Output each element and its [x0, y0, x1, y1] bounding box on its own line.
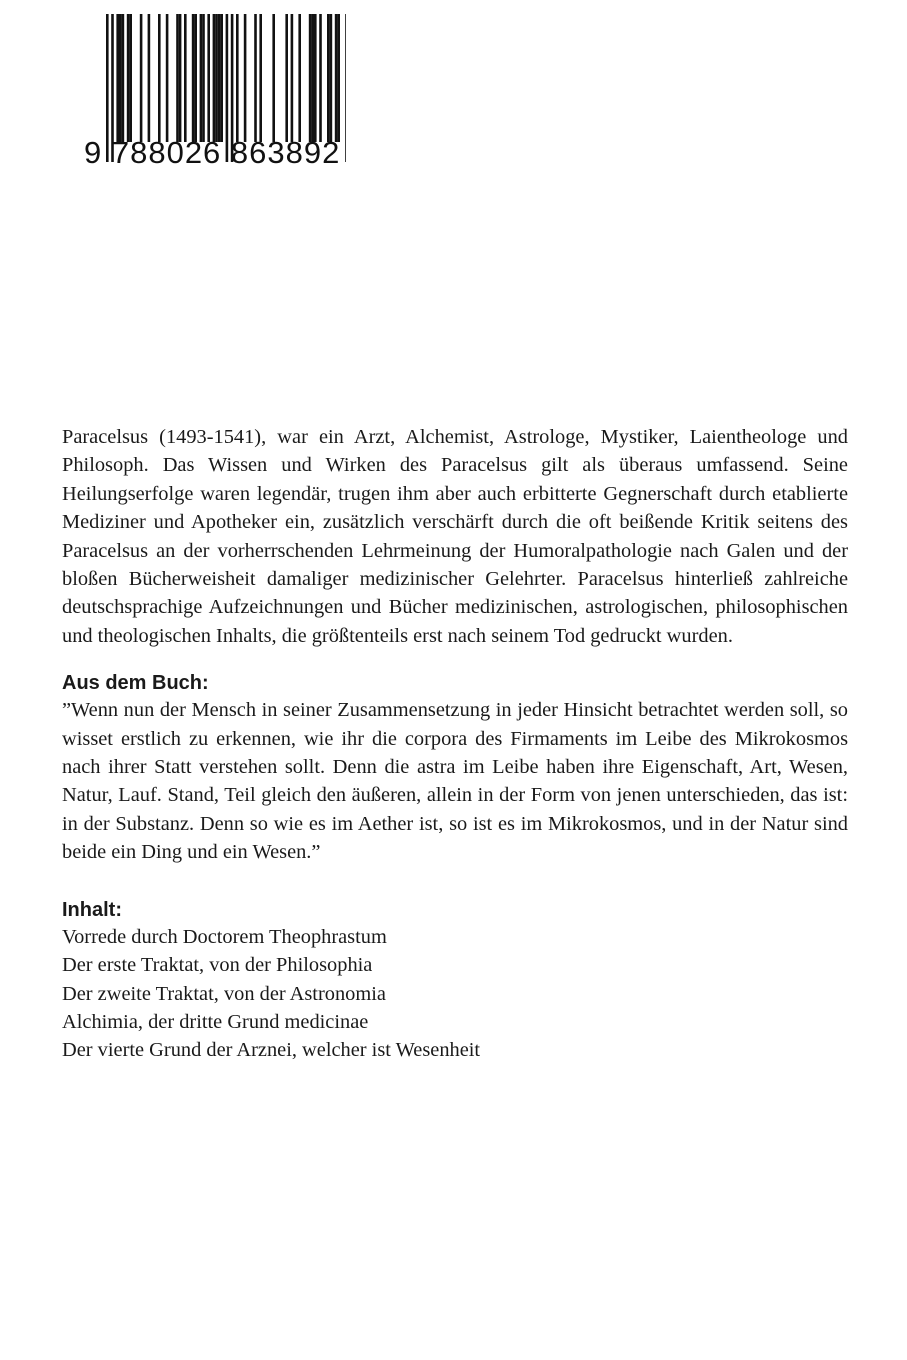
barcode-bar [309, 14, 312, 142]
barcode-bar [192, 14, 195, 142]
contents-list [62, 923, 848, 1065]
barcode-bar [215, 14, 218, 142]
barcode-bar [319, 14, 322, 142]
barcode-bar [200, 14, 203, 142]
book-description: Paracelsus (1493-1541), war ein Arzt, Alchemist, Astrologe, Mystiker, Laientheologe und Philosoph. Das Wissen und Wirken des Paracelsus gilt als überaus umfassend. Seine Heilungserfolge waren legendär, trugen ihm aber auch erbitterte Gegnerschaft durch etablierte Mediziner und Apotheker ein, zusätzlich verschärft durch die oft beißende Kritik seitens des Paracelsus an der vorherrschenden Lehrmeinung der Humoralpathologie nach Galen und der bloßen Bücherweisheit damaliger medizinischer Gelehrter. Paracelsus hinterließ zahlreiche deutschsprachige Aufzeichnungen und Bücher medizinischen, astrologischen, philosophischen und theologischen Inhalts, die größtenteils erst nach seinem Tod gedruckt wurden. [62, 426, 848, 647]
barcode-bar [311, 14, 314, 142]
barcode-bar [158, 14, 161, 142]
contents-item: Der erste Traktat, von der Philosophia [62, 954, 373, 977]
barcode-bar [148, 14, 151, 142]
barcode-bar [207, 14, 210, 142]
barcode-bar [140, 14, 143, 142]
barcode-bar [129, 14, 132, 142]
barcode-bar [116, 14, 119, 142]
barcode-bar [166, 14, 169, 142]
barcode-bar [176, 14, 179, 142]
barcode-bar [184, 14, 187, 142]
contents-item: Der vierte Grund der Arznei, welcher ist Wesenheit [62, 1039, 481, 1062]
barcode-bar [122, 14, 125, 142]
barcode-bar [244, 14, 247, 142]
barcode-bar [213, 14, 216, 142]
barcode-bar [335, 14, 338, 142]
barcode-bar [194, 14, 197, 142]
barcode-bar [220, 14, 223, 142]
barcode-guard-bar [345, 14, 346, 162]
contents-item: Vorrede durch Doctorem Theophrastum [62, 925, 387, 948]
barcode-bar [254, 14, 257, 142]
barcode-bar [272, 14, 275, 142]
contents-item: Alchimia, der dritte Grund medicinae [62, 1010, 369, 1033]
contents-item: Der zweite Traktat, von der Astronomia [62, 982, 386, 1005]
excerpt-quote: ”Wenn nun der Mensch in seiner Zusammensetzung in jeder Hinsicht betrachtet werden soll, so wisset erstlich zu erkennen, wie ihr die corpora des Firmaments im Leibe des Mikrokosmos nach ihrer Statt verstehen sollt. Denn die astra im Leibe haben ihre Eigenschaft, Art, Wesen, Natur, Lauf. Stand, Teil gleich den äußeren, allein in der Form von jenen unterschieden, das ist: in der Substanz. Denn so wie es im Aether ist, so ist es im Mikrokosmos, und in der Natur sind beide ein Ding und ein Wesen.” [62, 699, 848, 864]
barcode-bar [330, 14, 333, 142]
barcode-bar [298, 14, 301, 142]
barcode-bar [218, 14, 221, 142]
barcode-bar [127, 14, 130, 142]
back-cover-text [62, 423, 848, 1065]
barcode-bar [119, 14, 122, 142]
barcode-bar [291, 14, 294, 142]
barcode-bar [285, 14, 288, 142]
barcode-bar [259, 14, 262, 142]
barcode-bar [314, 14, 317, 142]
barcode-bar [337, 14, 340, 142]
contents-heading: Inhalt: [62, 898, 122, 921]
barcode-bar [179, 14, 182, 142]
excerpt-heading: Aus dem Buch: [62, 672, 209, 695]
barcode-bar [236, 14, 239, 142]
barcode-bar [202, 14, 205, 142]
isbn-number: 9 788026 863892 [84, 135, 341, 170]
barcode-bar [327, 14, 330, 142]
